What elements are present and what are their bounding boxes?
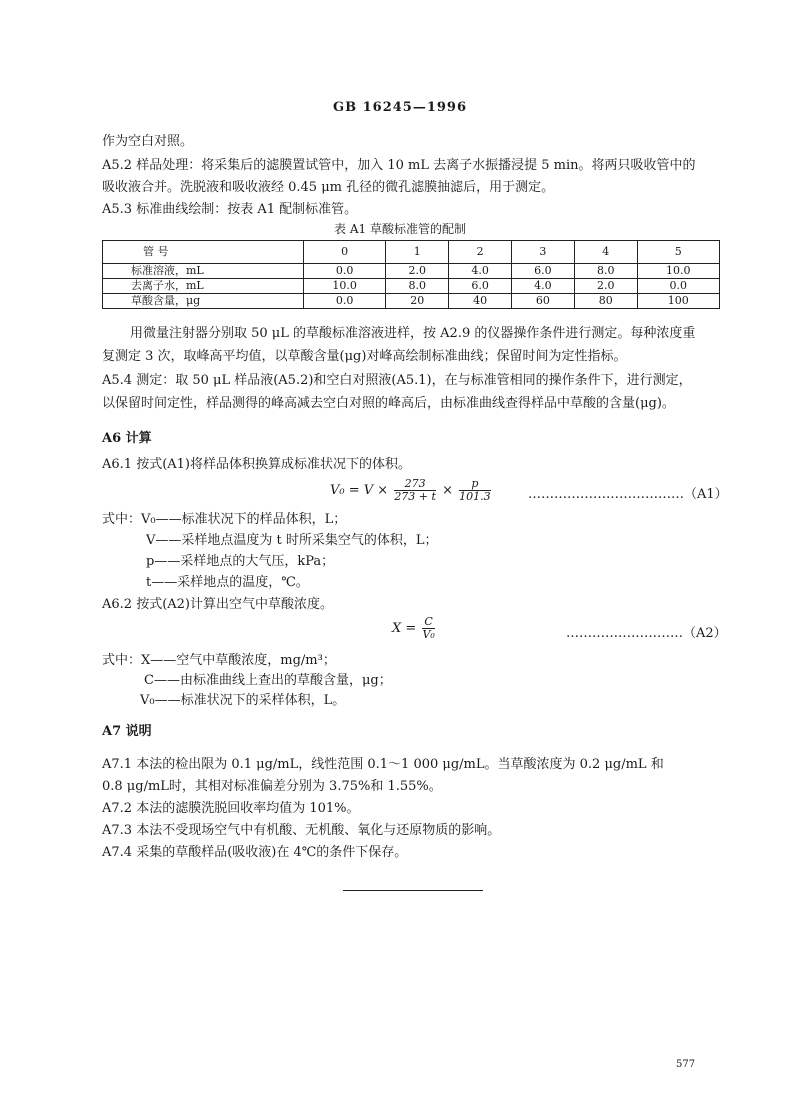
- table-header-cell: 2: [449, 241, 512, 264]
- equation-a1: [330, 478, 493, 503]
- table-cell: 2.0: [574, 279, 637, 294]
- table-cell: 标准溶液，mL: [103, 264, 304, 279]
- table-cell: 0.0: [637, 279, 719, 294]
- table-cell: 8.0: [386, 279, 449, 294]
- end-rule: [343, 890, 483, 891]
- table-cell: 0.0: [304, 294, 386, 309]
- text-line: 0.8 μg/mL时，其相对标准偏差分别为 3.75%和 1.55%。: [102, 779, 442, 794]
- text-line: 用微量注射器分别取 50 μL 的草酸标准溶液进样，按 A2.9 的仪器操作条件进行测定。每种浓度重: [130, 326, 696, 341]
- section-title-a6: A6 计算: [102, 431, 152, 446]
- equation-lhs: X =: [392, 621, 417, 636]
- table-header-cell: 0: [304, 241, 386, 264]
- text-line: 吸收液合并。洗脱液和吸收液经 0.45 μm 孔径的微孔滤膜抽滤后，用于测定。: [102, 180, 555, 195]
- where-line: 式中：V₀——标准状况下的样品体积，L；: [102, 512, 347, 527]
- table-row: [103, 279, 720, 294]
- text-line: A7.3 本法不受现场空气中有机酸、无机酸、氧化与还原物质的影响。: [102, 823, 501, 838]
- table-cell: 8.0: [574, 264, 637, 279]
- table-cell: 4.0: [511, 279, 574, 294]
- table-cell: 10.0: [637, 264, 719, 279]
- where-line: t——采样地点的温度，℃。: [146, 575, 309, 590]
- equation-a2: [392, 616, 437, 641]
- fraction: [422, 616, 434, 641]
- table-cell: 10.0: [304, 279, 386, 294]
- table-cell: 100: [637, 294, 719, 309]
- fraction: [459, 478, 491, 503]
- where-line: V——采样地点温度为 t 时所采集空气的体积，L；: [146, 533, 438, 548]
- text-line: A6.1 按式(A1)将样品体积换算成标准状况下的体积。: [102, 457, 411, 472]
- table-cell: 4.0: [449, 264, 512, 279]
- table-cell: 80: [574, 294, 637, 309]
- table-cell: 6.0: [449, 279, 512, 294]
- page-number: 577: [676, 1059, 696, 1070]
- fraction-denominator: V₀: [422, 628, 435, 641]
- text-line: A5.4 测定：取 50 μL 样品液(A5.2)和空白对照液(A5.1)，在与标准管相同的操作条件下，进行测定，: [102, 373, 692, 388]
- standard-tube-table: [102, 240, 720, 309]
- where-line: C——由标准曲线上查出的草酸含量，μg；: [144, 673, 392, 688]
- equation-tag: ………………………（A2）: [566, 626, 727, 641]
- equation-lhs: V₀ = V ×: [330, 483, 389, 498]
- table-row: [103, 294, 720, 309]
- table-header-cell: 1: [386, 241, 449, 264]
- text-line: A6.2 按式(A2)计算出空气中草酸浓度。: [102, 597, 333, 612]
- where-line: p——采样地点的大气压，kPa；: [146, 554, 335, 569]
- text-line: A5.2 样品处理：将采集后的滤膜置试管中，加入 10 mL 去离子水振播浸提 5 min。将两只吸收管中的: [102, 158, 696, 173]
- table-cell: 0.0: [304, 264, 386, 279]
- table-cell: 60: [511, 294, 574, 309]
- text-line: A7.2 本法的滤膜洗脱回收率均值为 101%。: [102, 801, 360, 816]
- table-row: [103, 264, 720, 279]
- fraction-numerator: C: [424, 615, 433, 628]
- table-cell: 草酸含量，μg: [103, 294, 304, 309]
- fraction-numerator: p: [459, 478, 491, 491]
- text-line: 作为空白对照。: [102, 134, 194, 149]
- table-caption: 表 A1 草酸标准管的配制: [334, 222, 466, 236]
- text-line: A7.1 本法的检出限为 0.1 μg/mL，线性范围 0.1～1 000 μg/mL。当草酸浓度为 0.2 μg/mL 和: [102, 757, 664, 772]
- table-header-cell: 3: [511, 241, 574, 264]
- text-line: 复测定 3 次，取峰高平均值，以草酸含量(μg)对峰高绘制标准曲线；保留时间为定性指标。: [102, 349, 627, 364]
- table-cell: 40: [449, 294, 512, 309]
- fraction-denominator: 101.3: [459, 490, 491, 503]
- text-line: 以保留时间定性，样品测得的峰高减去空白对照的峰高后，由标准曲线查得样品中草酸的含量(μg)。: [102, 396, 675, 411]
- where-line: V₀——标准状况下的采样体积，L。: [140, 693, 346, 708]
- table-header-cell: 4: [574, 241, 637, 264]
- table-cell: 20: [386, 294, 449, 309]
- table-header-row: [103, 241, 720, 264]
- fraction: [394, 478, 436, 503]
- text-line: A7.4 采集的草酸样品(吸收液)在 4℃的条件下保存。: [102, 845, 408, 860]
- times-sign: ×: [442, 483, 453, 498]
- section-title-a7: A7 说明: [102, 724, 152, 739]
- table-header-cell: 5: [637, 241, 719, 264]
- table-cell: 2.0: [386, 264, 449, 279]
- text-line: A5.3 标准曲线绘制：按表 A1 配制标准管。: [102, 202, 358, 217]
- table-cell: 去离子水，mL: [103, 279, 304, 294]
- document-header: GB 16245—1996: [332, 100, 468, 115]
- equation-tag: ………………………………（A1）: [528, 487, 728, 502]
- fraction-denominator: 273 + t: [394, 490, 436, 503]
- fraction-numerator: 273: [394, 478, 436, 491]
- table-cell: 6.0: [511, 264, 574, 279]
- table-header-cell: 管 号: [103, 241, 304, 264]
- where-line: 式中：X——空气中草酸浓度，mg/m³；: [102, 653, 336, 668]
